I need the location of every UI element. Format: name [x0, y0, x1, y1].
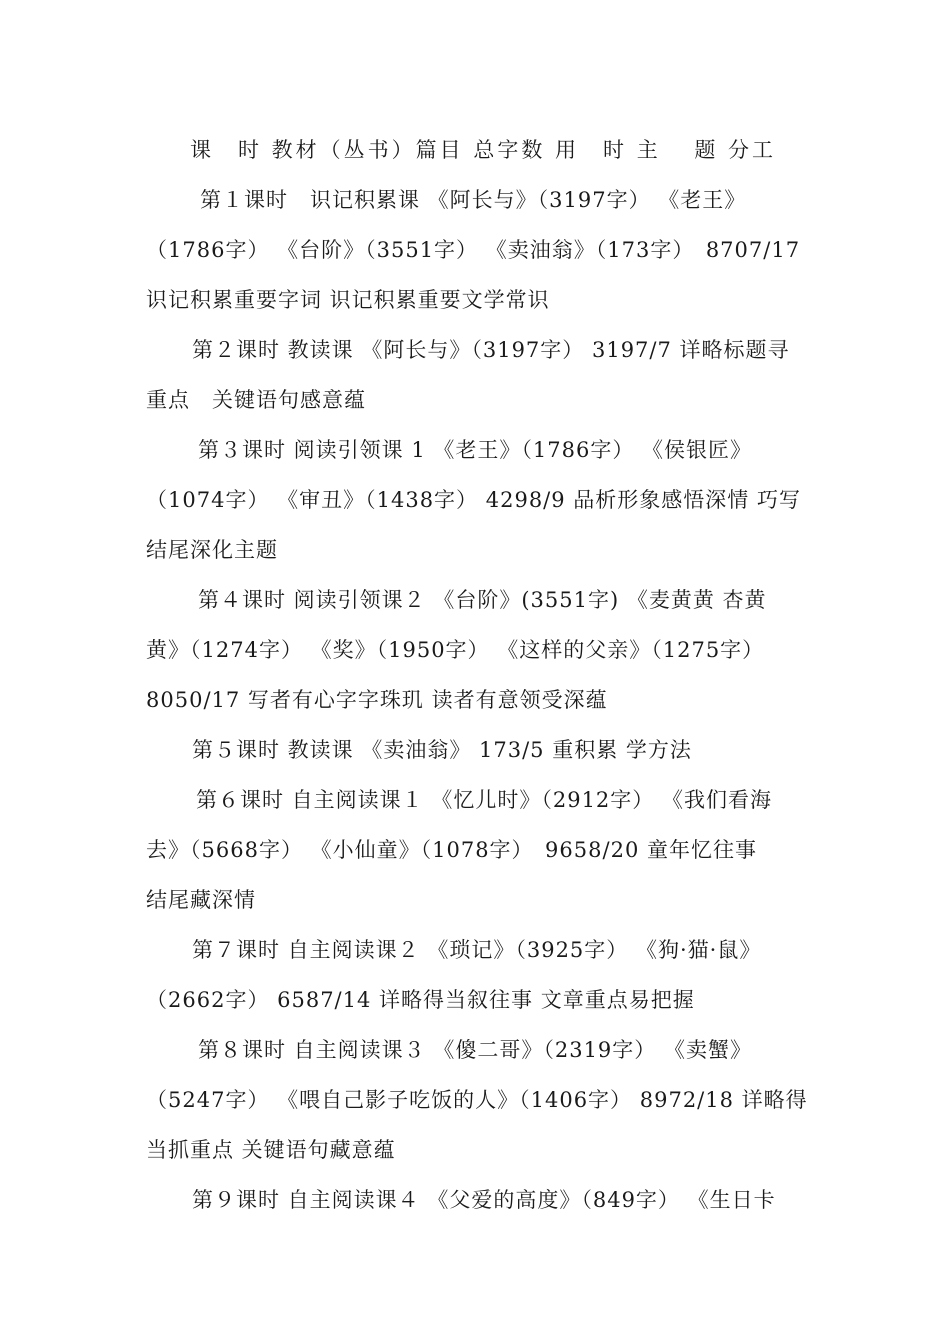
lesson-8-line-1: 第８课时 自主阅读课３ 《傻二哥》（2319字） 《卖蟹》 [198, 1038, 752, 1062]
lesson-4-line-1: 第４课时 阅读引领课２ 《台阶》(3551字) 《麦黄黄 杏黄 [198, 588, 767, 612]
lesson-7-line-1: 第７课时 自主阅读课２ 《琐记》（3925字） 《狗·猫·鼠》 [192, 938, 762, 962]
lesson-3-line-1: 第３课时 阅读引领课 1 《老王》（1786字） 《侯银匠》 [198, 438, 753, 462]
lesson-3-line-2: （1074字） 《审丑》（1438字） 4298/9 品析形象感悟深情 巧写 [146, 488, 801, 512]
lesson-4-line-3: 8050/17 写者有心字字珠玑 读者有意领受深蕴 [146, 688, 608, 712]
lesson-8-line-2: （5247字） 《喂自己影子吃饭的人》（1406字） 8972/18 详略得 [146, 1088, 808, 1112]
lesson-4-line-2: 黄》（1274字） 《奖》（1950字） 《这样的父亲》（1275字） [146, 638, 765, 662]
lesson-7-line-2: （2662字） 6587/14 详略得当叙往事 文章重点易把握 [146, 988, 695, 1012]
lesson-6-line-1: 第６课时 自主阅读课１ 《忆儿时》（2912字） 《我们看海 [196, 788, 772, 812]
lesson-1-line-3: 识记积累重要字词 识记积累重要文学常识 [146, 288, 550, 312]
lesson-9-line-1: 第９课时 自主阅读课４ 《父爱的高度》（849字） 《生日卡 [192, 1188, 776, 1212]
lesson-2-line-1: 第２课时 教读课 《阿长与》（3197字） 3197/7 详略标题寻 [192, 338, 790, 362]
lesson-6-line-2: 去》（5668字） 《小仙童》（1078字） 9658/20 童年忆往事 [146, 838, 757, 862]
lesson-1-line-1: 第１课时 识记积累课 《阿长与》（3197字） 《老王》 [200, 188, 747, 212]
lesson-6-line-3: 结尾藏深情 [146, 888, 256, 912]
lesson-5-line-1: 第５课时 教读课 《卖油翁》 173/5 重积累 学方法 [192, 738, 692, 762]
lesson-2-line-2: 重点 关键语句感意蕴 [146, 388, 366, 412]
table-header-line: 课 时 教材（丛书）篇目 总字数 用 时 主 题 分工 [190, 138, 777, 162]
lesson-1-line-2: （1786字） 《台阶》（3551字） 《卖油翁》（173字） 8707/17 [146, 238, 801, 262]
lesson-3-line-3: 结尾深化主题 [146, 538, 278, 562]
lesson-8-line-3: 当抓重点 关键语句藏意蕴 [146, 1138, 396, 1162]
